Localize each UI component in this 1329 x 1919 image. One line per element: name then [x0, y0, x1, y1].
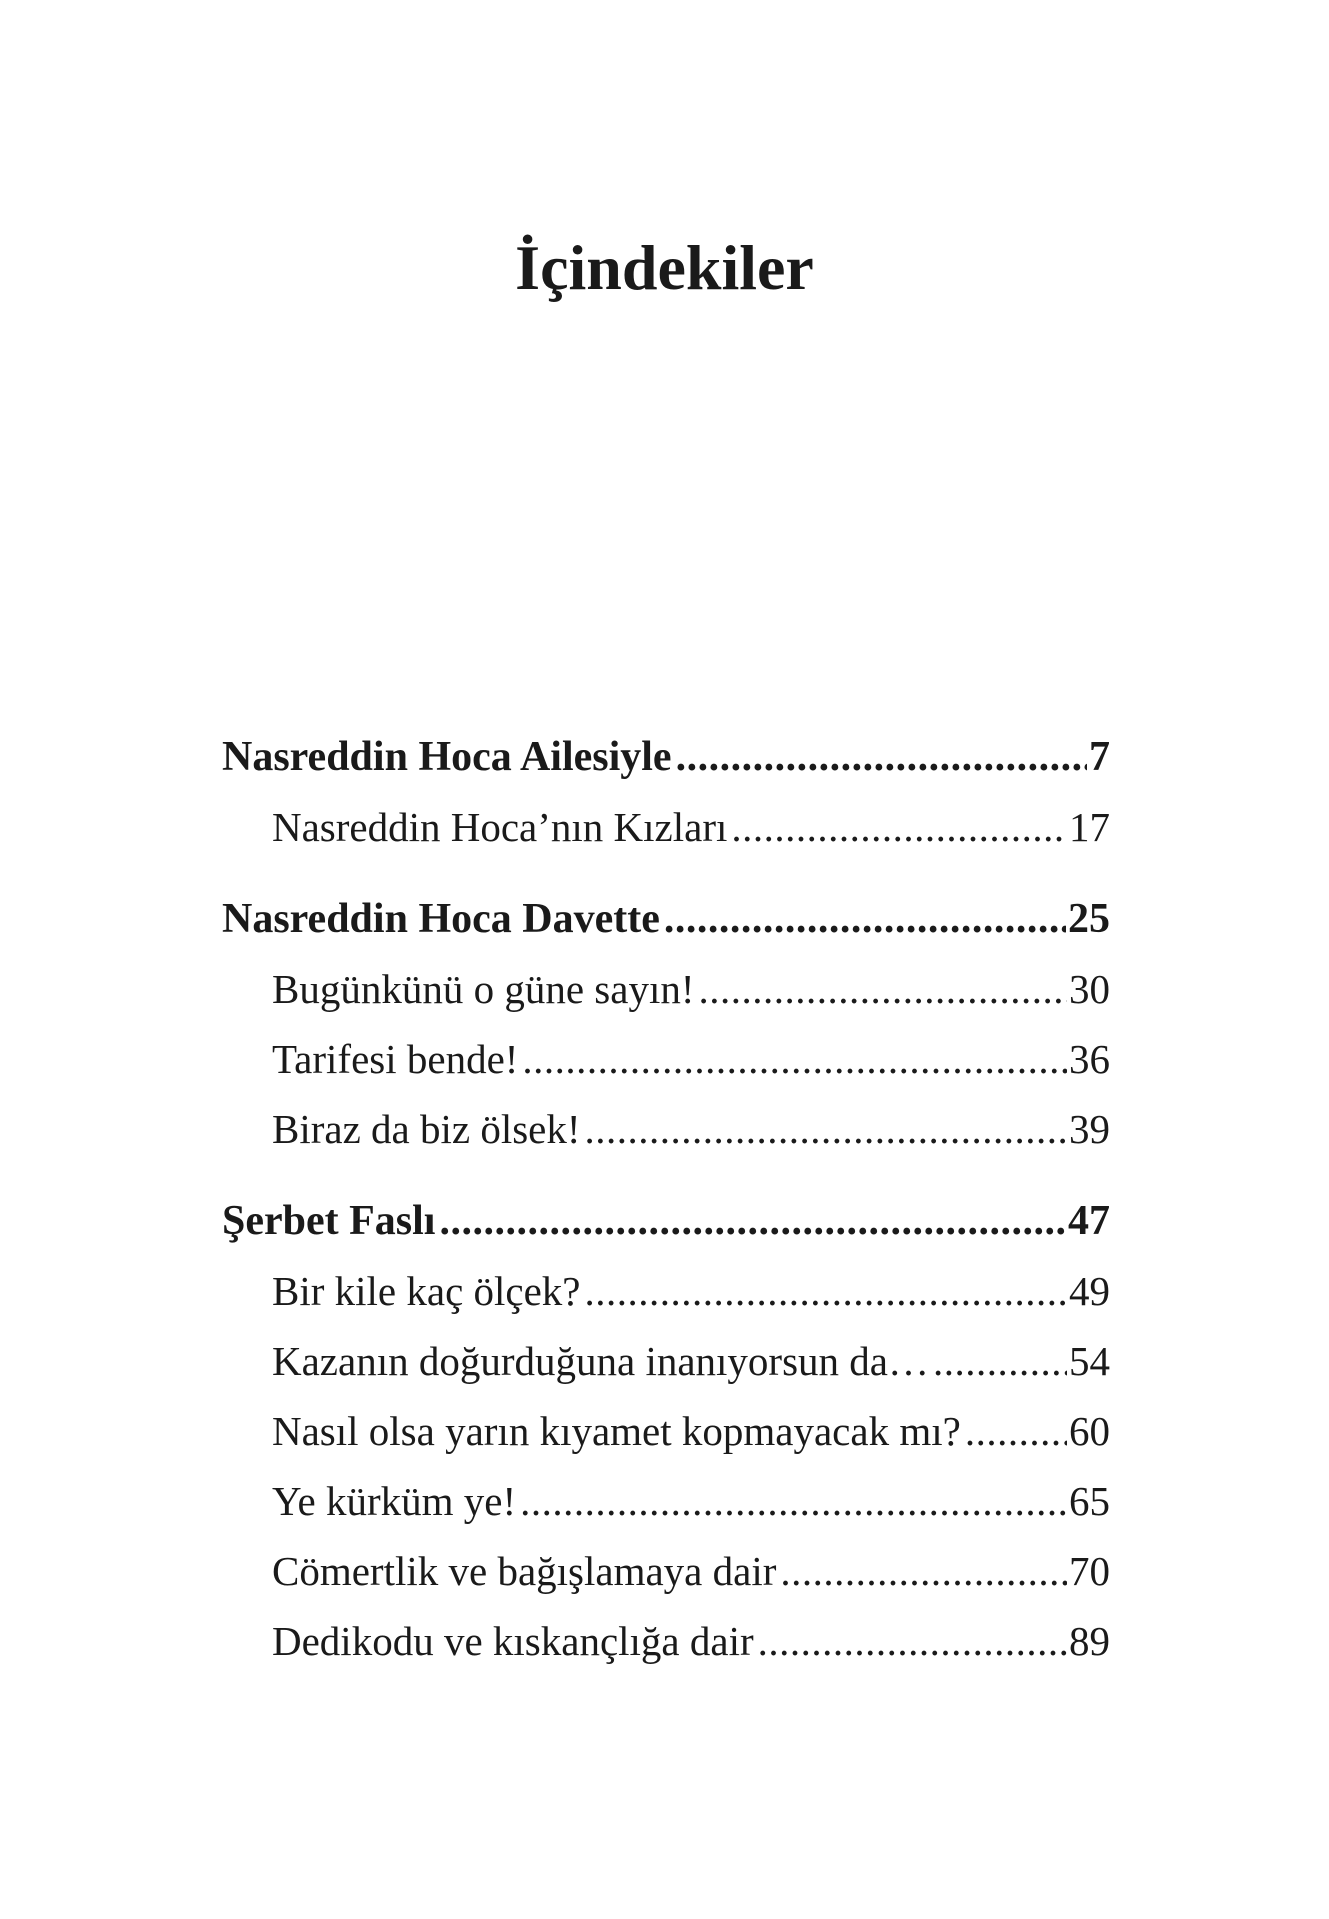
toc-section-entry[interactable] — [222, 722, 1110, 792]
dot-leader — [965, 1396, 1067, 1466]
toc-page-number: 39 — [1069, 1106, 1110, 1152]
toc-page-number: 7 — [1089, 734, 1110, 780]
toc-entry-title: Tarifesi bende! — [272, 1036, 519, 1082]
toc-entry-title: Kazanın doğurduğuna inanıyorsun da… — [272, 1338, 929, 1384]
toc-page-number: 36 — [1069, 1036, 1110, 1082]
dot-leader — [664, 884, 1066, 954]
toc-page-number: 25 — [1068, 896, 1110, 942]
toc-page-number: 47 — [1068, 1198, 1110, 1244]
toc-subsection-entry[interactable] — [222, 1536, 1110, 1606]
toc-page-number: 70 — [1069, 1548, 1110, 1594]
toc-subsection-entry[interactable] — [222, 1606, 1110, 1676]
toc-entry-title: Nasreddin Hoca Davette — [222, 896, 660, 942]
toc-subsection-entry[interactable] — [222, 792, 1110, 862]
toc-entry-title: Bir kile kaç ölçek? — [272, 1268, 581, 1314]
dot-leader — [439, 1186, 1066, 1256]
toc-entry-title: Nasıl olsa yarın kıyamet kopmayacak mı? — [272, 1408, 961, 1454]
page-title: İçindekiler — [515, 232, 814, 303]
dot-leader — [780, 1536, 1067, 1606]
dot-leader — [522, 1024, 1067, 1094]
toc-subsection-entry[interactable] — [222, 1326, 1110, 1396]
dot-leader — [758, 1606, 1067, 1676]
dot-leader — [585, 1094, 1067, 1164]
toc-entry-title: Biraz da biz ölsek! — [272, 1106, 581, 1152]
toc-entry-title: Dedikodu ve kıskançlığa dair — [272, 1618, 754, 1664]
dot-leader — [699, 954, 1068, 1024]
table-of-contents — [222, 722, 1110, 1676]
toc-page-number: 54 — [1069, 1338, 1110, 1384]
toc-page-number: 17 — [1069, 804, 1110, 850]
dot-leader — [585, 1256, 1067, 1326]
dot-leader — [676, 722, 1087, 792]
toc-entry-title: Şerbet Faslı — [222, 1198, 436, 1244]
dot-leader — [933, 1326, 1067, 1396]
dot-leader — [731, 792, 1067, 862]
toc-entry-title: Ye kürküm ye! — [272, 1478, 517, 1524]
toc-subsection-entry[interactable] — [222, 1256, 1110, 1326]
toc-entry-title: Nasreddin Hoca Ailesiyle — [222, 734, 672, 780]
toc-section-entry[interactable] — [222, 1186, 1110, 1256]
toc-entry-title: Bugünkünü o güne sayın! — [272, 966, 695, 1012]
toc-section-entry[interactable] — [222, 884, 1110, 954]
toc-subsection-entry[interactable] — [222, 1024, 1110, 1094]
toc-page-number: 49 — [1069, 1268, 1110, 1314]
toc-page-number: 60 — [1069, 1408, 1110, 1454]
toc-subsection-entry[interactable] — [222, 1396, 1110, 1466]
toc-subsection-entry[interactable] — [222, 1466, 1110, 1536]
toc-entry-title: Cömertlik ve bağışlamaya dair — [272, 1548, 777, 1594]
toc-page-number: 65 — [1069, 1478, 1110, 1524]
dot-leader — [520, 1466, 1067, 1536]
toc-page-number: 30 — [1069, 966, 1110, 1012]
toc-page-number: 89 — [1069, 1618, 1110, 1664]
toc-subsection-entry[interactable] — [222, 954, 1110, 1024]
toc-entry-title: Nasreddin Hoca’nın Kızları — [272, 804, 728, 850]
toc-subsection-entry[interactable] — [222, 1094, 1110, 1164]
